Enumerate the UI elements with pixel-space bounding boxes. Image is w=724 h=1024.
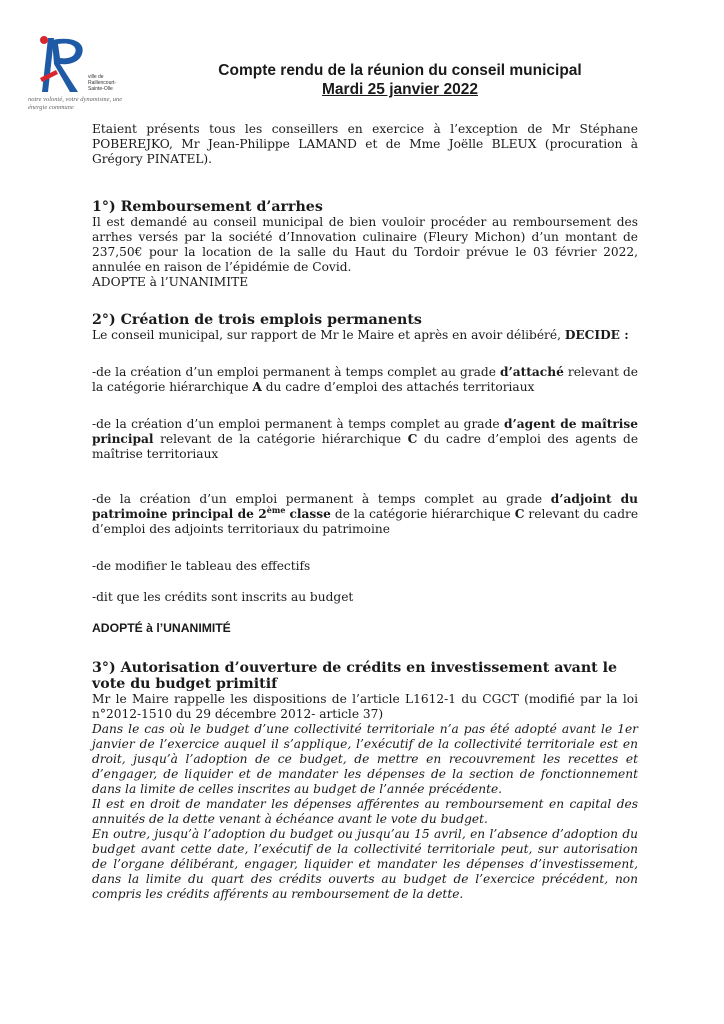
section-2-intro: Le conseil municipal, sur rapport de Mr le Maire et après en avoir délibéré, DECIDE : xyxy=(92,328,629,342)
meeting-date: Mardi 25 janvier 2022 xyxy=(322,81,478,98)
section-2-item-1: -de la création d’un emploi permanent à temps complet au grade d’attaché relevant de la catégorie hiérarchique A du cadre d’emploi des attachés territoriaux xyxy=(92,365,638,394)
section-2-item-4: -de modifier le tableau des effectifs xyxy=(92,559,311,573)
section-3-paragraph-3: En outre, jusqu’à l’adoption du budget ou jusqu’au 15 avril, en l’absence d’adoption du budget avant cette date, l’exécutif de la collectivité territoriale peut, sur autorisation de l’organe délibérant, engager, liquider et mandater les dépenses d’investissement, dans la limite du quart des crédits ouverts au budget de l’exercice précédent, non compris les crédits afférents au remboursement de la dette. xyxy=(92,827,638,901)
section-3-paragraph-2: Il est en droit de mandater les dépenses afférentes au remboursement en capital des annuités de la dette venant à échéance avant le vote du budget. xyxy=(92,797,638,826)
document-body xyxy=(92,122,638,902)
section-2-result: ADOPTÉ à l’UNANIMITÉ xyxy=(92,621,231,635)
document-title xyxy=(150,61,650,99)
town-logo-icon xyxy=(38,34,94,94)
section-3-intro: Mr le Maire rappelle les dispositions de l’article L1612-1 du CGCT (modifié par la loi n°2012-1510 du 29 décembre 2012- article 37) xyxy=(92,692,638,721)
page-title: Compte rendu de la réunion du conseil municipal xyxy=(218,62,582,79)
section-2-item-5: -dit que les crédits sont inscrits au budget xyxy=(92,590,354,604)
section-2-item-3: -de la création d’un emploi permanent à temps complet au grade d’adjoint du patrimoine principal de 2ème classe de la catégorie hiérarchique C relevant du cadre d’emploi des adjoints territoriaux du patrimoine xyxy=(92,492,639,536)
section-1-result: ADOPTE à l’UNANIMITE xyxy=(92,275,249,289)
section-2-heading: 2°) Création de trois emplois permanents xyxy=(92,312,422,328)
section-3-paragraph-1: Dans le cas où le budget d’une collectivité territoriale n’a pas été adopté avant le 1er janvier de l’exercice auquel il s’applique, l’exécutif de la collectivité territoriale est en droit, jusqu’à l’adoption de ce budget, de mettre en recouvrement les recettes et d’engager, de liquider et de mandater les dépenses de la section de fonctionnement dans la limite de celles inscrites au budget de l’année précédente. xyxy=(92,722,638,796)
section-2-item-2: -de la création d’un emploi permanent à temps complet au grade d’agent de maîtrise principal relevant de la catégorie hiérarchique C du cadre d’emploi des agents de maîtrise territoriaux xyxy=(92,417,639,461)
attendance-paragraph: Etaient présents tous les conseillers en exercice à l’exception de Mr Stéphane POBEREJKO, Mr Jean-Philippe LAMAND et de Mme Joëlle BLEUX (procuration à Grégory PINATEL). xyxy=(92,122,638,166)
logo xyxy=(28,30,128,120)
logo-slogan: notre volonté, votre dynamisme, une énergie commune xyxy=(28,96,123,111)
section-1-text: Il est demandé au conseil municipal de bien vouloir procéder au remboursement des arrhes versés par la société d’Innovation culinaire (Fleury Michon) d’un montant de 237,50€ pour la location de la salle du Haut du Tordoir prévue le 03 février 2022, annulée en raison de l’épidémie de Covid. xyxy=(92,215,638,274)
section-3-heading: 3°) Autorisation d’ouverture de crédits en investissement avant le vote du budget primitif xyxy=(92,660,618,692)
section-1-heading: 1°) Remboursement d’arrhes xyxy=(92,199,323,215)
logo-town-name: ville de Raillencourt-Sainte-Olle xyxy=(88,74,117,92)
